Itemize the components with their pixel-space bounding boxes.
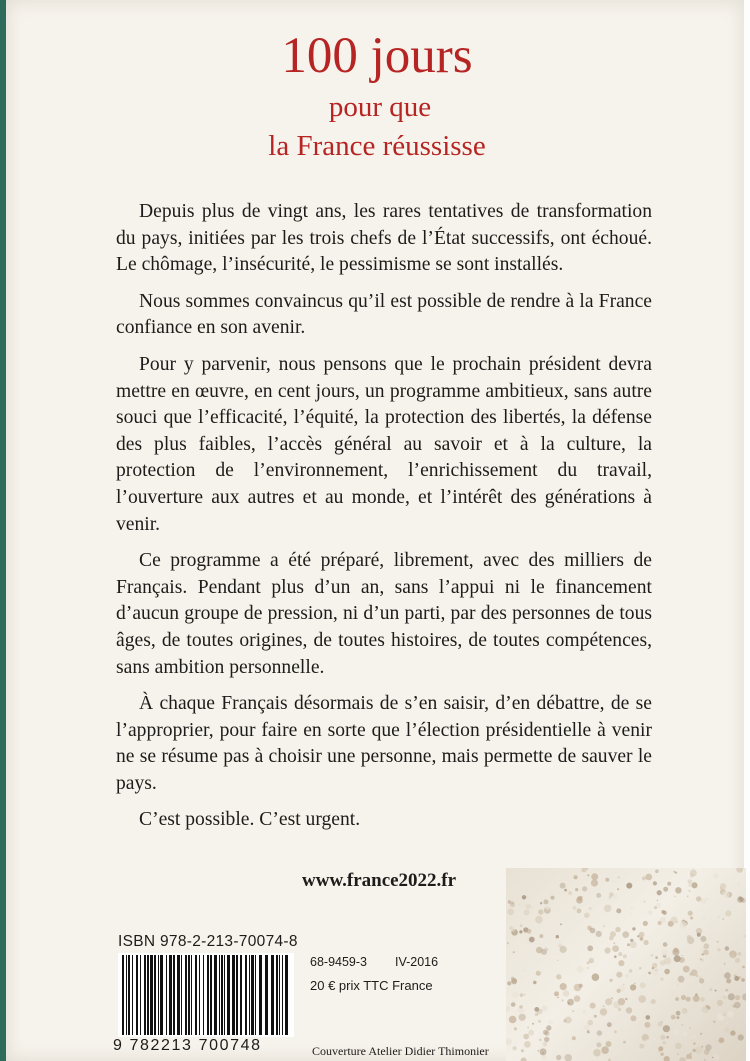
stone-texture-image [506,868,746,1061]
price-label: 20 € prix TTC France [310,978,433,993]
website-url: www.france2022.fr [302,870,457,891]
cover-credit: Couverture Atelier Didier Thimonier [312,1044,489,1058]
book-subtitle-line2: la France réussisse [268,130,486,162]
blurb-paragraph: Depuis plus de vingt ans, les rares tentatives de transformation du pays, initiées par les trois chefs de l’État successifs, ont échoué. Le chômage, l’insécurité, le pessimisme se sont installés. [116,201,652,276]
barcode-icon [118,953,294,1037]
catalog-code: 68-9459-3 [310,955,367,969]
book-subtitle-line1: pour que [328,91,432,123]
edition-code: IV-2016 [395,955,439,969]
book-title: 100 jours [281,28,473,84]
barcode-digits: 9 782213 700748 [113,1037,262,1054]
blurb-paragraph: Nous sommes convaincus qu’il est possible de rendre à la France confiance en son avenir. [116,290,652,339]
blurb-paragraph: Ce programme a été préparé, librement, avec des milliers de Français. Pendant plus d’un an, sans l’appui ni le financement d’aucun groupe de pression, ni d’un parti, par des personnes de tous âges, de toutes origines, de toutes histoires, de toutes compétences, sans ambition personnelle. [116,550,652,678]
blurb-paragraph: À chaque Français désormais de s’en saisir, d’en débattre, de se l’approprier, pour faire en sorte que l’élection présidentielle à venir ne se résume pas à choisir une personne, mais permette de sauver le pays. [116,693,652,794]
isbn-label: ISBN 978-2-213-70074-8 [118,933,298,950]
blurb-paragraph: C’est possible. C’est urgent. [139,809,361,831]
blurb-paragraph: Pour y parvenir, nous pensons que le prochain président devra mettre en œuvre, en cent jours, un programme ambitieux, sans autre souci que l’efficacité, l’équité, la protection des libertés, la défense des plus faibles, l’accès général au savoir et à la culture, la protection de l’environnement, l’enrichissement du travail, l’ouverture aux autres et au monde, et l’intérêt des générations à venir. [116,353,652,535]
blurb-text [116,199,652,844]
